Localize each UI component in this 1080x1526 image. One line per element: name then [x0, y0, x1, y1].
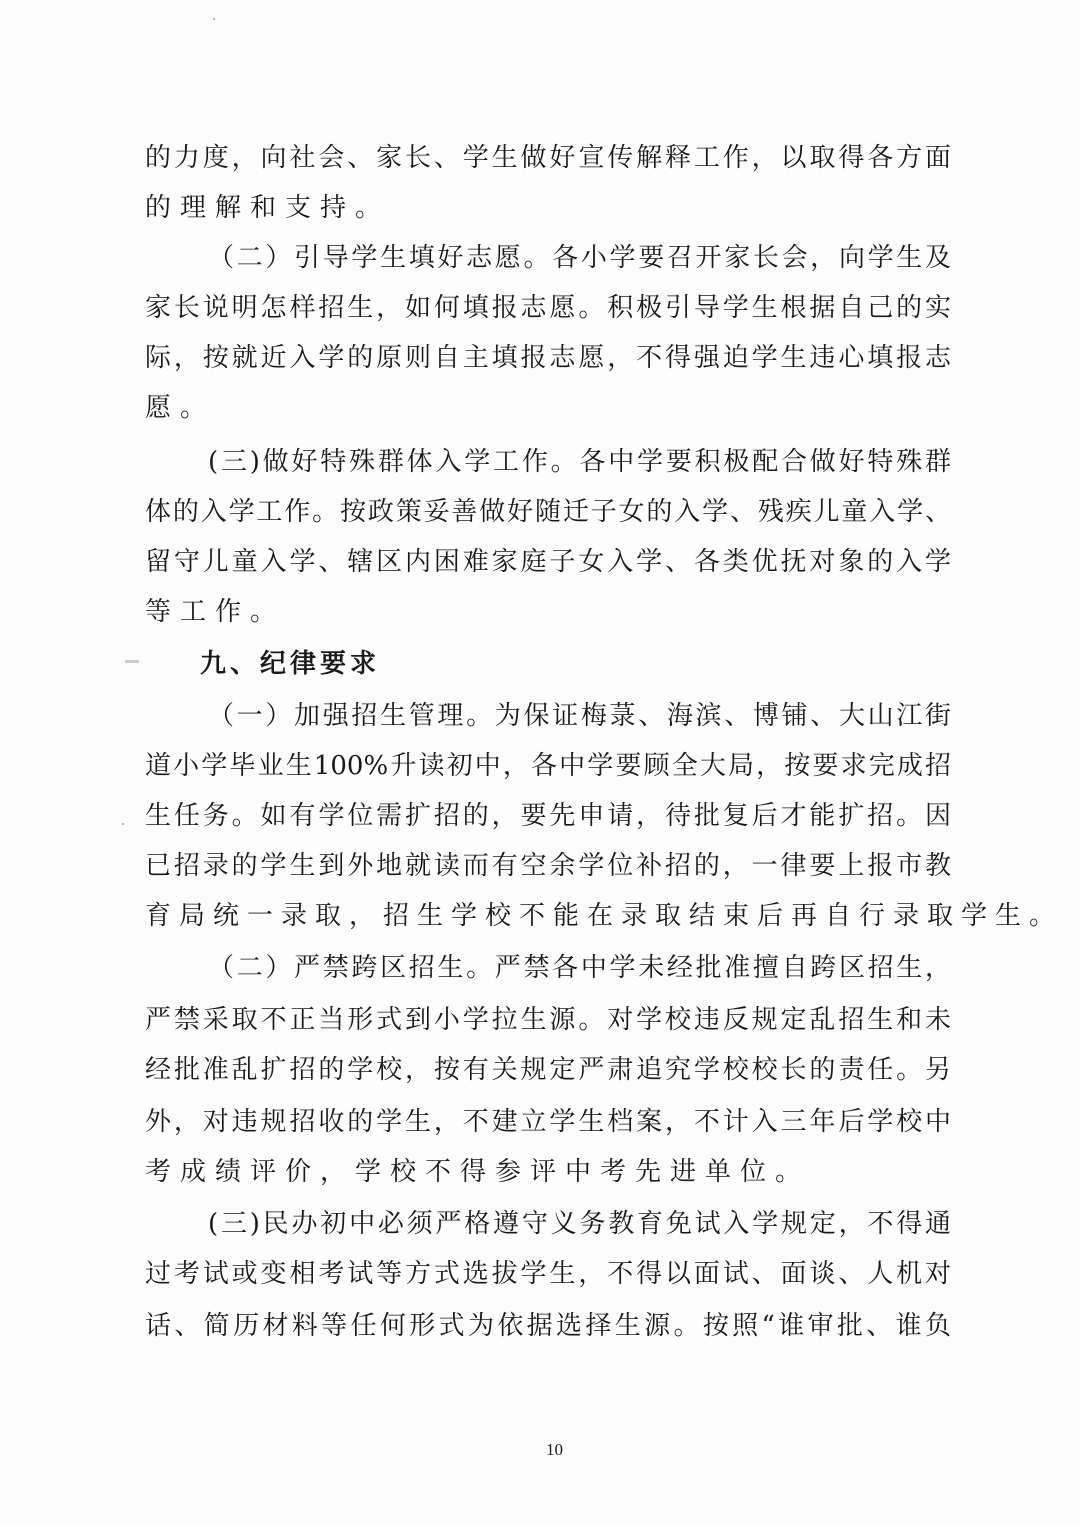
text-line: (三)民办初中必须严格遵守义务教育免试入学规定，不得通	[208, 1209, 951, 1239]
text-line: 严禁采取不正当形式到小学拉生源。对学校违反规定乱招生和未	[145, 1005, 951, 1035]
text-line: 生任务。如有学位需扩招的，要先申请，待批复后才能扩招。因	[145, 801, 951, 831]
text-line: 等工作。	[145, 597, 286, 627]
text-line: 育局统一录取，招生学校不能在录取结束后再自行录取学生。	[145, 901, 1064, 931]
text-line: 留守儿童入学、辖区内困难家庭子女入学、各类优抚对象的入学	[145, 547, 951, 577]
text-line: 际，按就近入学的原则自主填报志愿，不得强迫学生违心填报志	[145, 343, 951, 373]
text-line: 的力度，向社会、家长、学生做好宣传解释工作，以取得各方面	[145, 143, 951, 173]
text-line: （二）引导学生填好志愿。各小学要召开家长会，向学生及	[208, 243, 951, 273]
text-line: 家长说明怎样招生，如何填报志愿。积极引导学生根据自己的实	[145, 293, 951, 323]
text-line: （二）严禁跨区招生。严禁各中学未经批准擅自跨区招生，	[208, 953, 951, 983]
text-line: 已招录的学生到外地就读而有空余学位补招的，一律要上报市教	[145, 851, 951, 881]
text-line: 愿。	[145, 393, 216, 423]
text-line: 体的入学工作。按政策妥善做好随迁子女的入学、残疾儿童入学、	[145, 497, 951, 527]
text-line: 话、简历材料等任何形式为依据选择生源。按照“谁审批、谁负	[145, 1311, 951, 1341]
text-line: 道小学毕业生100%升读初中，各中学要顾全大局，按要求完成招	[145, 751, 951, 781]
text-line: (三)做好特殊群体入学工作。各中学要积极配合做好特殊群	[208, 447, 951, 477]
text-line: 考成绩评价，学校不得参评中考先进单位。	[145, 1157, 811, 1187]
text-line: （一）加强招生管理。为保证梅菉、海滨、博铺、大山江街	[208, 701, 951, 731]
text-line: 经批准乱扩招的学校，按有关规定严肃追究学校校长的责任。另	[145, 1055, 951, 1085]
text-line: 外，对违规招收的学生，不建立学生档案，不计入三年后学校中	[145, 1107, 951, 1137]
text-line: 过考试或变相考试等方式选拔学生，不得以面试、面谈、人机对	[145, 1259, 951, 1289]
page-number: 10	[546, 1440, 563, 1459]
text-line: 的理解和支持。	[145, 193, 391, 223]
section-heading: 九、纪律要求	[200, 649, 381, 679]
